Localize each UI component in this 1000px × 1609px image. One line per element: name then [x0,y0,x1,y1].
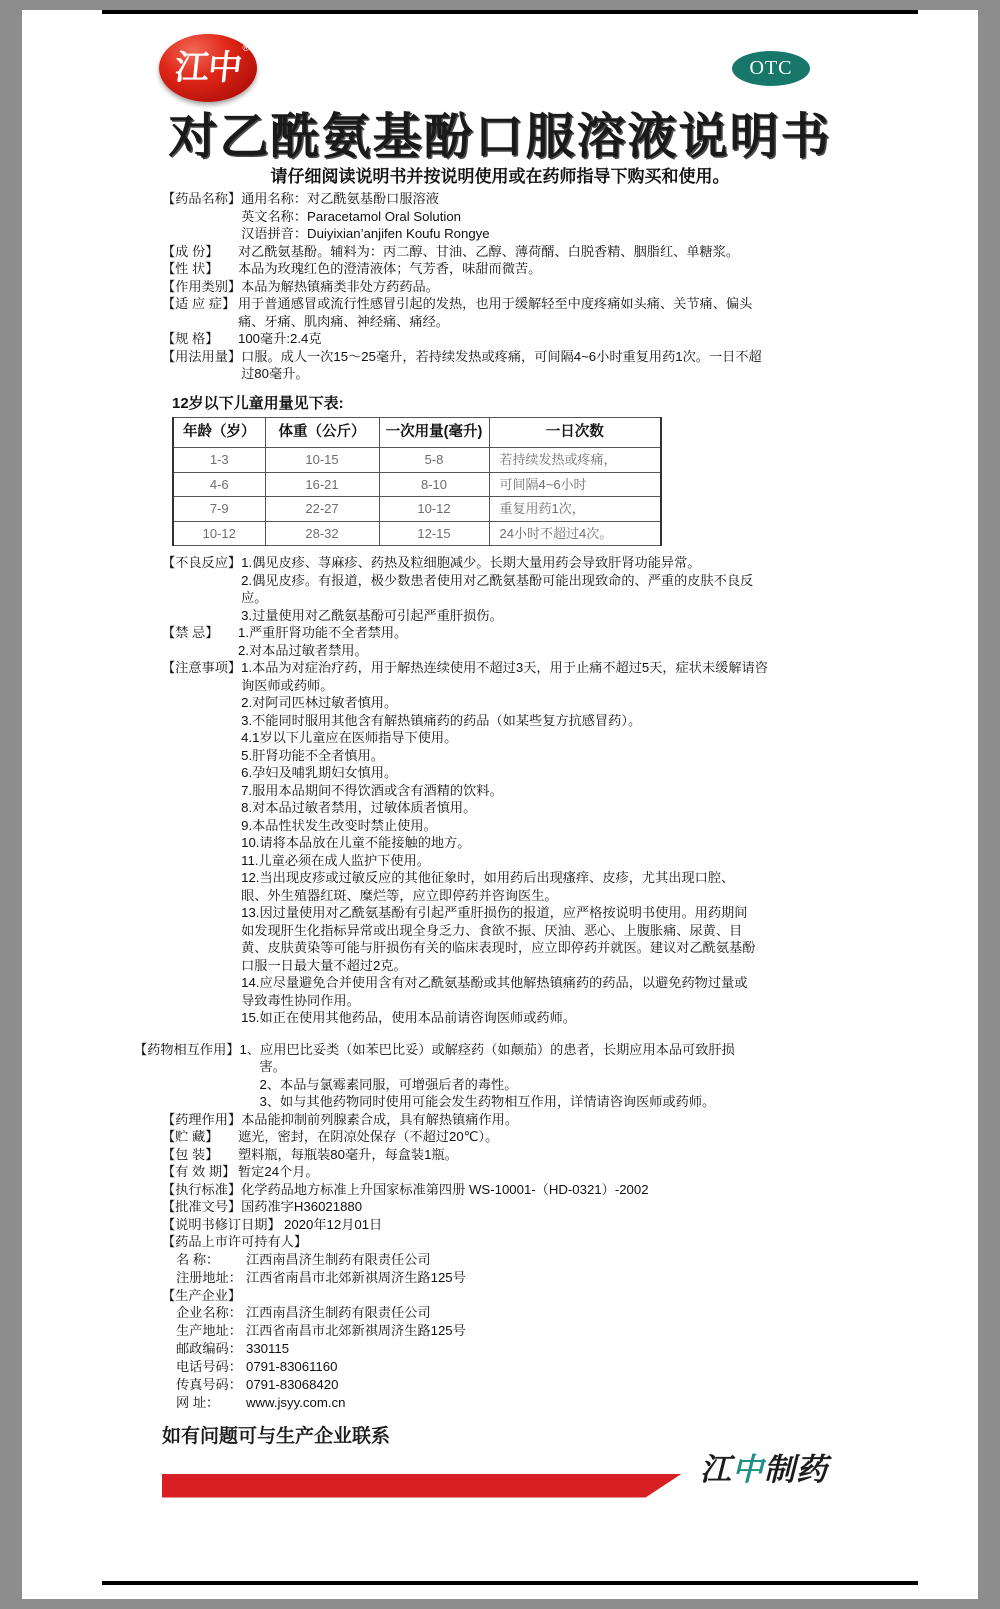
section-manufacturer [162,1287,868,1413]
section-label: 【药物相互作用】 [134,1041,240,1057]
page-subtitle: 请仔细阅读说明书并按说明使用或在药师指导下购买和使用。 [270,167,730,186]
field-row [176,1394,868,1412]
table-header-row [173,418,661,448]
section-indications [162,295,868,330]
col-header-dose: 一次用量(毫升) [379,418,489,448]
english-name-line: 英文名称：Paracetamol Oral Solution [241,208,461,224]
footer-brand-bar [162,1451,868,1520]
brand-char-2: 中 [732,1451,764,1488]
section-label: 【说明书修订日期】 [162,1216,281,1232]
logo-text: 江中 [172,48,244,88]
pinyin-line: 汉语拼音：Duiyixian’anjifen Koufu Rongye [241,226,490,241]
list-item: 7.服用本品期间不得饮酒或含有酒精的饮料。 [241,782,503,798]
field-row [176,1358,868,1376]
section-standard [162,1181,868,1199]
section-value [241,659,868,1027]
field-row [176,1269,868,1287]
list-item: 2、本品与氯霉素同服，可增强后者的毒性。 [259,1076,518,1092]
cell-age: 4-6 [173,472,265,497]
cell-weight: 16-21 [265,472,379,497]
list-item: 12.当出现皮疹或过敏反应的其他征象时，如用药后出现瘙痒、皮疹，尤其出现口腔、 [241,870,735,885]
field-value: 江西省南昌市北郊新祺周济生路125号 [246,1323,466,1338]
list-item: 6.孕妇及哺乳期妇女慎用。 [241,765,398,780]
list-item: 14.应尽量避免合并使用含有对乙酰氨基酚或其他解热镇痛药的药品，以避免药物过量或 [241,975,748,990]
section-pharmacology [162,1111,868,1129]
list-item: 3.不能同时服用其他含有解热镇痛药的药品（如某些复方抗感冒药）。 [241,712,642,728]
red-arrow-banner [162,1474,682,1498]
section-label: 【药品名称】 [162,191,242,206]
list-item: 1.本品为对症治疗药，用于解热连续使用不超过3天，用于止痛不超过5天，症状未缓解请咨 [241,660,768,675]
section-label: 【成 份】 [162,243,219,259]
list-item: 害。 [259,1059,286,1074]
field-row [176,1304,868,1322]
list-item: 8.对本品过敏者禁用，过敏体质者慎用。 [241,800,477,815]
list-item: 10.请将本品放在儿童不能接触的地方。 [241,835,471,850]
table-row [173,448,661,473]
list-item: 1.严重肝肾功能不全者禁用。 [238,625,408,640]
section-label: 【批准文号】 [162,1199,242,1214]
section-label: 【生产企业】 [162,1287,242,1303]
list-item: 3、如与其他药物同时使用可能会发生药物相互作用，详情请咨询医师或药师。 [259,1094,716,1109]
field-value: www.jsyy.com.cn [246,1395,346,1410]
section-value: 遮光，密封，在阴凉处保存（不超过20℃）。 [238,1129,499,1144]
page-title: 对乙酰氨基酚口服溶液说明书 [168,108,832,165]
col-header-weight: 体重（公斤） [265,418,379,448]
section-label: 【规 格】 [162,331,219,346]
section-label: 【用法用量】 [162,348,242,364]
section-value: 化学药品地方标准上升国家标准第四册 WS-10001-（HD-0321）-2002 [241,1181,649,1197]
otc-badge [732,51,810,86]
section-value: 对乙酰氨基酚。辅料为：丙二醇、甘油、乙醇、薄荷醑、白脱香精、胭脂红、单糖浆。 [238,243,740,259]
jiangzhong-pharma-brand [700,1451,828,1488]
section-value: 本品为解热镇痛类非处方药药品。 [241,278,439,294]
list-item: 1.偶见皮疹、荨麻疹、药热及粒细胞减少。长期大量用药会导致肝肾功能异常。 [241,555,701,570]
section-label: 【禁 忌】 [162,625,219,640]
section-storage [162,1128,868,1146]
list-item: 3.过量使用对乙酰氨基酚可引起严重肝损伤。 [241,607,503,623]
field-row [176,1376,868,1394]
section-ingredients [162,243,868,261]
section-value [238,295,868,330]
table-row [173,521,661,546]
field-key: 邮政编码： [176,1341,242,1356]
field-row [176,1322,868,1340]
mah-fields [162,1251,868,1287]
field-value: 江西南昌济生制药有限责任公司 [246,1305,431,1320]
dosage-line-1: 口服。成人一次15～25毫升，若持续发热或疼痛，可间隔4~6小时重复用药1次。一日不超 [241,348,762,364]
section-shelf-life [162,1163,868,1181]
dosage-line-2: 过80毫升。 [241,366,309,381]
list-item: 13.因过量使用对乙酰氨基酚有引起严重肝损伤的报道，应严格按说明书使用。用药期间 [241,905,748,920]
section-label: 【药品上市许可持有人】 [162,1234,308,1249]
indications-line-1: 用于普通感冒或流行性感冒引起的发热，也用于缓解轻至中度疼痛如头痛、关节痛、偏头 [238,296,753,311]
field-key: 生产地址： [176,1323,242,1338]
list-item: 如发现肝生化指标异常或出现全身乏力、食欲不振、厌油、恶心、上腹胀痛、尿黄、目 [241,922,743,938]
section-value [240,1041,869,1111]
section-label: 【作用类别】 [162,278,242,294]
cell-frequency: 重复用药1次， [489,497,661,522]
section-value: 国药准字H36021880 [241,1199,363,1214]
field-key: 名 称： [176,1251,220,1267]
document-header [22,10,978,190]
section-value: 2020年12月01日 [284,1216,383,1232]
cell-weight: 10-15 [265,448,379,473]
field-value: 330115 [246,1341,290,1356]
col-header-frequency: 一日次数 [489,418,661,448]
field-key: 电话号码： [176,1359,242,1374]
registered-mark-icon: ® [242,43,249,53]
section-drug-interactions [134,1041,868,1111]
section-label: 【适 应 症】 [162,296,236,311]
pediatric-dose-table [172,417,662,546]
cell-weight: 28-32 [265,521,379,546]
brand-char-3: 制药 [764,1451,828,1488]
cell-age: 7-9 [173,497,265,522]
insert-page [22,10,978,1599]
bottom-rule [102,1581,918,1585]
section-value [241,554,868,624]
brand-char-1: 江 [700,1451,732,1488]
cell-dose: 8-10 [379,472,489,497]
generic-name-line: 通用名称：对乙酰氨基酚口服溶液 [241,191,439,206]
field-key: 企业名称： [176,1305,242,1320]
dose-table-caption: 12岁以下儿童用量见下表: [172,394,344,412]
otc-label: OTC [749,57,793,79]
list-item: 2.对本品过敏者禁用。 [238,642,368,658]
cell-frequency: 可间隔4~6小时 [489,472,661,497]
table-row [173,497,661,522]
section-value: 100毫升:2.4克 [238,331,322,346]
field-value: 江西省南昌市北郊新祺周济生路125号 [246,1269,466,1285]
field-value: 0791-83068420 [246,1377,339,1392]
section-contraindications [162,624,868,659]
section-value: 暂定24个月。 [238,1164,319,1179]
list-item: 眼、外生殖器红斑、糜烂等，应立即停药并咨询医生。 [241,887,558,903]
field-value: 江西南昌济生制药有限责任公司 [246,1251,431,1267]
field-key: 网 址： [176,1395,220,1410]
section-revision-date [162,1216,868,1234]
section-label: 【包 装】 [162,1146,219,1162]
section-label: 【贮 藏】 [162,1129,219,1144]
list-item: 11.儿童必须在成人监护下使用。 [241,852,430,868]
field-value: 0791-83061160 [246,1359,338,1374]
section-label: 【药理作用】 [162,1111,242,1127]
section-category [162,278,868,296]
list-item: 导致毒性协同作用。 [241,992,360,1008]
section-description [162,260,868,278]
section-value [241,348,868,383]
list-item: 应。 [241,590,268,605]
section-label: 【执行标准】 [162,1181,242,1197]
list-item: 2.偶见皮疹。有报道，极少数患者使用对乙酰氨基酚可能出现致命的、严重的皮肤不良反 [241,572,754,588]
list-item: 询医师或药师。 [241,677,334,693]
list-item: 2.对阿司匹林过敏者慎用。 [241,695,398,710]
indications-line-2: 痛、牙痛、肌肉痛、神经痛、痛经。 [238,313,449,329]
section-value [241,190,868,243]
table-row [173,472,661,497]
field-key: 注册地址： [176,1269,242,1285]
section-packaging [162,1146,868,1164]
manufacturer-fields [162,1304,868,1412]
section-dosage [162,348,868,383]
cell-dose: 5-8 [379,448,489,473]
closing-note: 如有问题可与生产企业联系 [162,1426,391,1447]
section-label: 【性 状】 [162,261,219,276]
list-item: 口服一日最大量不超过2克。 [241,957,407,973]
col-header-age: 年龄（岁） [173,418,265,448]
list-item: 9.本品性状发生改变时禁止使用。 [241,817,437,833]
section-precautions [162,659,868,1027]
cell-weight: 22-27 [265,497,379,522]
section-label: 【不良反应】 [162,555,242,570]
field-row [176,1340,868,1358]
section-mah [162,1233,868,1287]
section-drug-name [162,190,868,243]
section-label: 【有 效 期】 [162,1164,236,1179]
insert-body [22,190,978,1520]
section-specification [162,330,868,348]
cell-age: 10-12 [173,521,265,546]
jiangzhong-logo [159,34,257,102]
list-item: 15.如正在使用其他药品，使用本品前请咨询医师或药师。 [241,1010,576,1025]
cell-frequency: 若持续发热或疼痛， [489,448,661,473]
section-value [238,624,868,659]
list-item: 5.肝肾功能不全者慎用。 [241,747,384,763]
section-value: 本品为玫瑰红色的澄清液体；气芳香，味甜而微苦。 [238,261,542,276]
cell-frequency: 24小时不超过4次。 [489,521,661,546]
field-key: 传真号码： [176,1377,242,1392]
field-row [176,1251,868,1269]
section-value: 塑料瓶，每瓶装80毫升，每盒装1瓶。 [238,1146,458,1162]
section-label: 【注意事项】 [162,660,242,675]
cell-dose: 10-12 [379,497,489,522]
list-item: 4.1岁以下儿童应在医师指导下使用。 [241,730,458,745]
cell-dose: 12-15 [379,521,489,546]
section-value: 本品能抑制前列腺素合成，具有解热镇痛作用。 [241,1111,519,1127]
section-approval-number [162,1198,868,1216]
cell-age: 1-3 [173,448,265,473]
list-item: 1、应用巴比妥类（如苯巴比妥）或解痉药（如颠茄）的患者，长期应用本品可致肝损 [239,1041,735,1057]
list-item: 黄、皮肤黄染等可能与肝损伤有关的临床表现时，应立即停药并就医。建议对乙酰氨基酚 [241,940,756,955]
section-adverse-reactions [162,554,868,624]
